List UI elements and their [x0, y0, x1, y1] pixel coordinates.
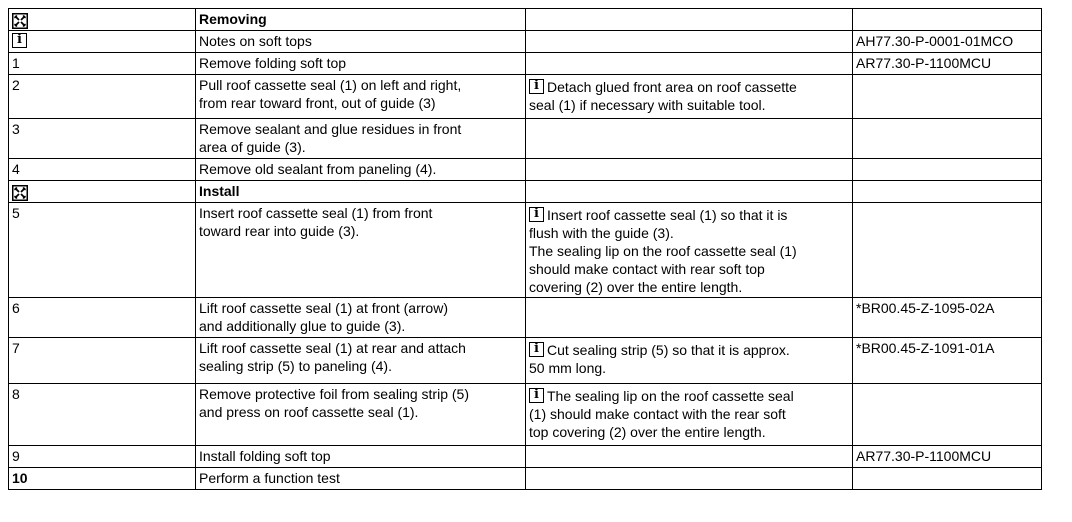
info-icon [529, 388, 544, 403]
cell-text-line: flush with the guide (3). [529, 225, 674, 241]
reference-link[interactable]: *BR00.45-Z-1091-01A [856, 340, 995, 356]
cell-text-line: Cut sealing strip (5) so that it is approx. [547, 342, 790, 358]
note-cell [526, 31, 853, 53]
step-cell [9, 119, 196, 159]
note-cell [526, 338, 853, 384]
note-first-line [529, 78, 849, 96]
step-cell [9, 384, 196, 446]
cell-text-line: covering (2) over the entire length. [529, 279, 743, 295]
table-row [9, 9, 1042, 31]
action-text: Remove folding soft top [199, 55, 347, 71]
section-heading: Install [199, 183, 240, 199]
table-row [9, 31, 1042, 53]
note-first-line [529, 206, 849, 224]
action-cell [196, 298, 526, 338]
reference-cell [853, 159, 1042, 181]
tools-icon [12, 12, 27, 27]
note-cell [526, 298, 853, 338]
reference-cell [853, 181, 1042, 203]
note-cell [526, 468, 853, 490]
action-text: Remove old sealant from paneling (4). [199, 161, 437, 177]
reference-cell [853, 298, 1042, 338]
action-text: Install folding soft top [199, 448, 331, 464]
step-cell [9, 159, 196, 181]
cell-text-line: top covering (2) over the entire length. [529, 424, 766, 440]
info-icon [529, 207, 544, 222]
info-icon-glyph: i [17, 32, 22, 47]
reference-cell [853, 203, 1042, 298]
info-icon-glyph: i [534, 341, 539, 356]
note-first-line [529, 387, 849, 405]
reference-cell [853, 119, 1042, 159]
reference-cell [853, 31, 1042, 53]
table-row [9, 75, 1042, 119]
note-cell [526, 181, 853, 203]
action-text: Notes on soft tops [199, 33, 312, 49]
action-cell [196, 181, 526, 203]
info-icon [529, 79, 544, 94]
cell-text-line: Insert roof cassette seal (1) from front [199, 205, 433, 221]
cell-text-line: area of guide (3). [199, 139, 306, 155]
reference-cell [853, 338, 1042, 384]
step-number: 4 [12, 161, 20, 177]
reference-link[interactable]: AR77.30-P-1100MCU [856, 55, 992, 71]
note-cell [526, 9, 853, 31]
action-cell [196, 446, 526, 468]
cell-text-line: Lift roof cassette seal (1) at rear and attach [199, 340, 466, 356]
step-cell [9, 31, 196, 53]
cell-text-line: (1) should make contact with the rear soft [529, 406, 786, 422]
table-row [9, 384, 1042, 446]
procedure-table [8, 8, 1042, 490]
info-icon-glyph: i [534, 206, 539, 221]
cell-text-line: toward rear into guide (3). [199, 223, 360, 239]
cell-text-line: Lift roof cassette seal (1) at front (arrow) [199, 300, 448, 316]
step-cell [9, 75, 196, 119]
cell-text-line: 50 mm long. [529, 360, 607, 376]
step-cell [9, 468, 196, 490]
cell-text-line: and additionally glue to guide (3). [199, 318, 406, 334]
note-cell [526, 159, 853, 181]
action-text: Perform a function test [199, 470, 340, 486]
action-cell [196, 338, 526, 384]
table-row [9, 446, 1042, 468]
table-row [9, 468, 1042, 490]
step-number: 2 [12, 77, 20, 93]
note-cell [526, 384, 853, 446]
step-number: 10 [12, 470, 28, 486]
note-first-line [529, 341, 849, 359]
cell-text-line: Insert roof cassette seal (1) so that it is [547, 207, 788, 223]
step-number: 6 [12, 300, 20, 316]
table-row [9, 119, 1042, 159]
cell-text-line: from rear toward front, out of guide (3) [199, 95, 436, 111]
reference-cell [853, 446, 1042, 468]
table-row [9, 338, 1042, 384]
reference-cell [853, 468, 1042, 490]
procedure-table-body [9, 9, 1042, 490]
note-cell [526, 53, 853, 75]
step-cell [9, 338, 196, 384]
cell-text-line: seal (1) if necessary with suitable tool. [529, 97, 766, 113]
cell-text-line: and press on roof cassette seal (1). [199, 404, 419, 420]
step-number: 1 [12, 55, 20, 71]
step-number: 3 [12, 121, 20, 137]
reference-cell [853, 53, 1042, 75]
info-icon-glyph: i [534, 387, 539, 402]
action-cell [196, 468, 526, 490]
info-icon [529, 342, 544, 357]
reference-link[interactable]: AH77.30-P-0001-01MCO [856, 33, 1014, 49]
cell-text-line: sealing strip (5) to paneling (4). [199, 358, 392, 374]
step-cell [9, 181, 196, 203]
table-row [9, 298, 1042, 338]
tools-icon [12, 184, 27, 199]
action-cell [196, 159, 526, 181]
reference-cell [853, 384, 1042, 446]
cell-text-line: should make contact with rear soft top [529, 261, 765, 277]
reference-link[interactable]: *BR00.45-Z-1095-02A [856, 300, 995, 316]
action-cell [196, 9, 526, 31]
cell-text-line: The sealing lip on the roof cassette seal [547, 388, 794, 404]
reference-link[interactable]: AR77.30-P-1100MCU [856, 448, 992, 464]
step-number: 8 [12, 386, 20, 402]
action-cell [196, 203, 526, 298]
step-number: 9 [12, 448, 20, 464]
note-cell [526, 75, 853, 119]
reference-cell [853, 9, 1042, 31]
cell-text-line: Remove protective foil from sealing strip (5) [199, 386, 469, 402]
table-row [9, 203, 1042, 298]
action-cell [196, 53, 526, 75]
cell-text-line: Pull roof cassette seal (1) on left and right, [199, 77, 462, 93]
step-number: 5 [12, 205, 20, 221]
step-number: 7 [12, 340, 20, 356]
note-cell [526, 446, 853, 468]
info-icon-glyph: i [534, 78, 539, 93]
info-icon [12, 33, 27, 48]
action-cell [196, 31, 526, 53]
cell-text-line: Detach glued front area on roof cassette [547, 79, 797, 95]
note-cell [526, 119, 853, 159]
section-heading: Removing [199, 11, 267, 27]
step-cell [9, 298, 196, 338]
reference-cell [853, 75, 1042, 119]
cell-text-line: The sealing lip on the roof cassette seal (1) [529, 243, 797, 259]
step-cell [9, 446, 196, 468]
table-row [9, 159, 1042, 181]
step-cell [9, 203, 196, 298]
step-cell [9, 53, 196, 75]
action-cell [196, 75, 526, 119]
table-row [9, 53, 1042, 75]
table-row [9, 181, 1042, 203]
step-cell [9, 9, 196, 31]
action-cell [196, 119, 526, 159]
note-cell [526, 203, 853, 298]
cell-text-line: Remove sealant and glue residues in front [199, 121, 462, 137]
action-cell [196, 384, 526, 446]
